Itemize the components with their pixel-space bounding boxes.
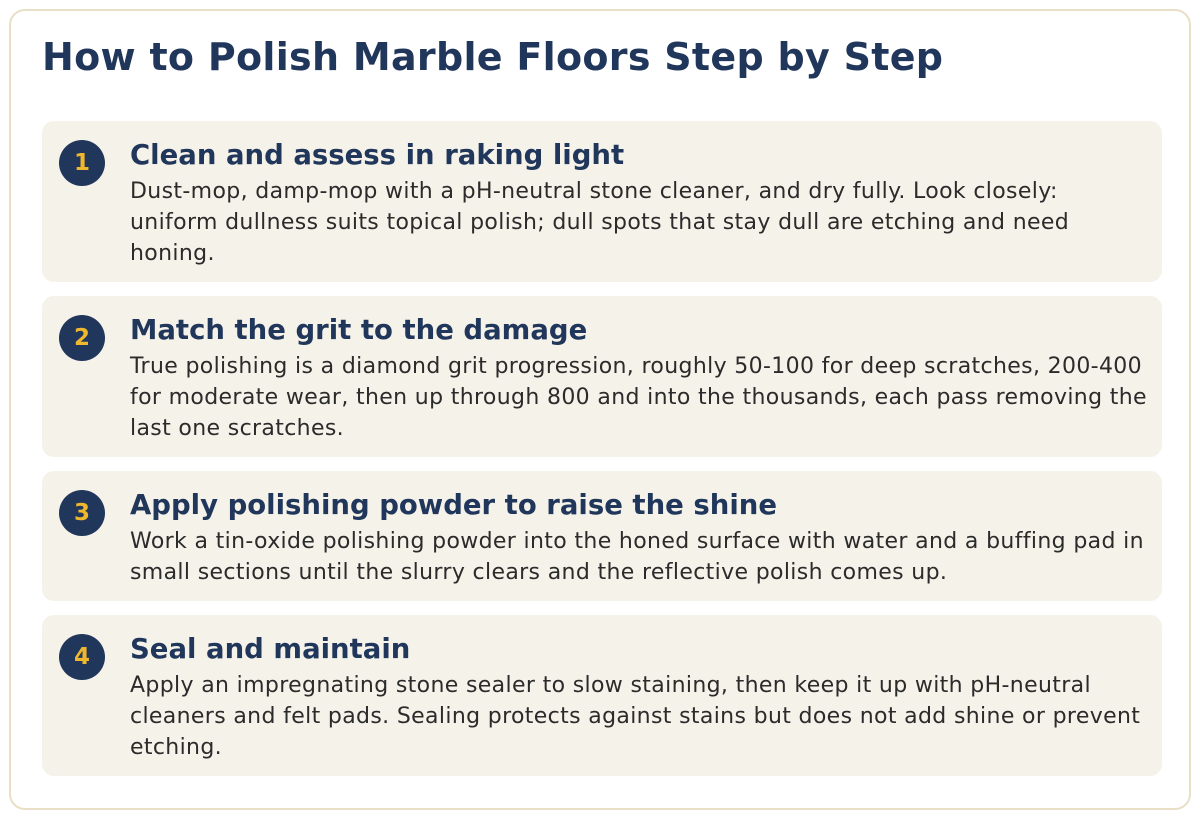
guide-card	[9, 9, 1191, 810]
page-title: How to Polish Marble Floors Step by Step	[42, 35, 944, 79]
step-description: Dust-mop, damp-mop with a pH-neutral stone cleaner, and dry fully. Look closely: uniform dullness suits topical polish; dull spots that stay dull are etching and need honing.	[130, 179, 1070, 266]
step-number-badge: 4	[59, 634, 105, 680]
step-title: Seal and maintain	[130, 633, 411, 665]
step-number-badge: 2	[59, 315, 105, 361]
step-description: True polishing is a diamond grit progression, roughly 50-100 for deep scratches, 200-400 for moderate wear, then up through 800 and into the thousands, each pass removing the last one scratches.	[130, 354, 1147, 441]
step-title: Apply polishing powder to raise the shine	[130, 489, 777, 521]
step-number-badge: 1	[59, 140, 105, 186]
step-2	[42, 296, 1162, 457]
step-description: Apply an impregnating stone sealer to slow staining, then keep it up with pH-neutral cleaners and felt pads. Sealing protects against stains but does not add shine or prevent etching.	[130, 673, 1141, 760]
step-4	[42, 615, 1162, 776]
step-title: Clean and assess in raking light	[130, 139, 625, 171]
step-1	[42, 121, 1162, 282]
step-number-badge: 3	[59, 490, 105, 536]
step-description: Work a tin-oxide polishing powder into the honed surface with water and a buffing pad in small sections until the slurry clears and the reflective polish comes up.	[130, 529, 1144, 585]
step-3	[42, 471, 1162, 601]
step-title: Match the grit to the damage	[130, 314, 588, 346]
